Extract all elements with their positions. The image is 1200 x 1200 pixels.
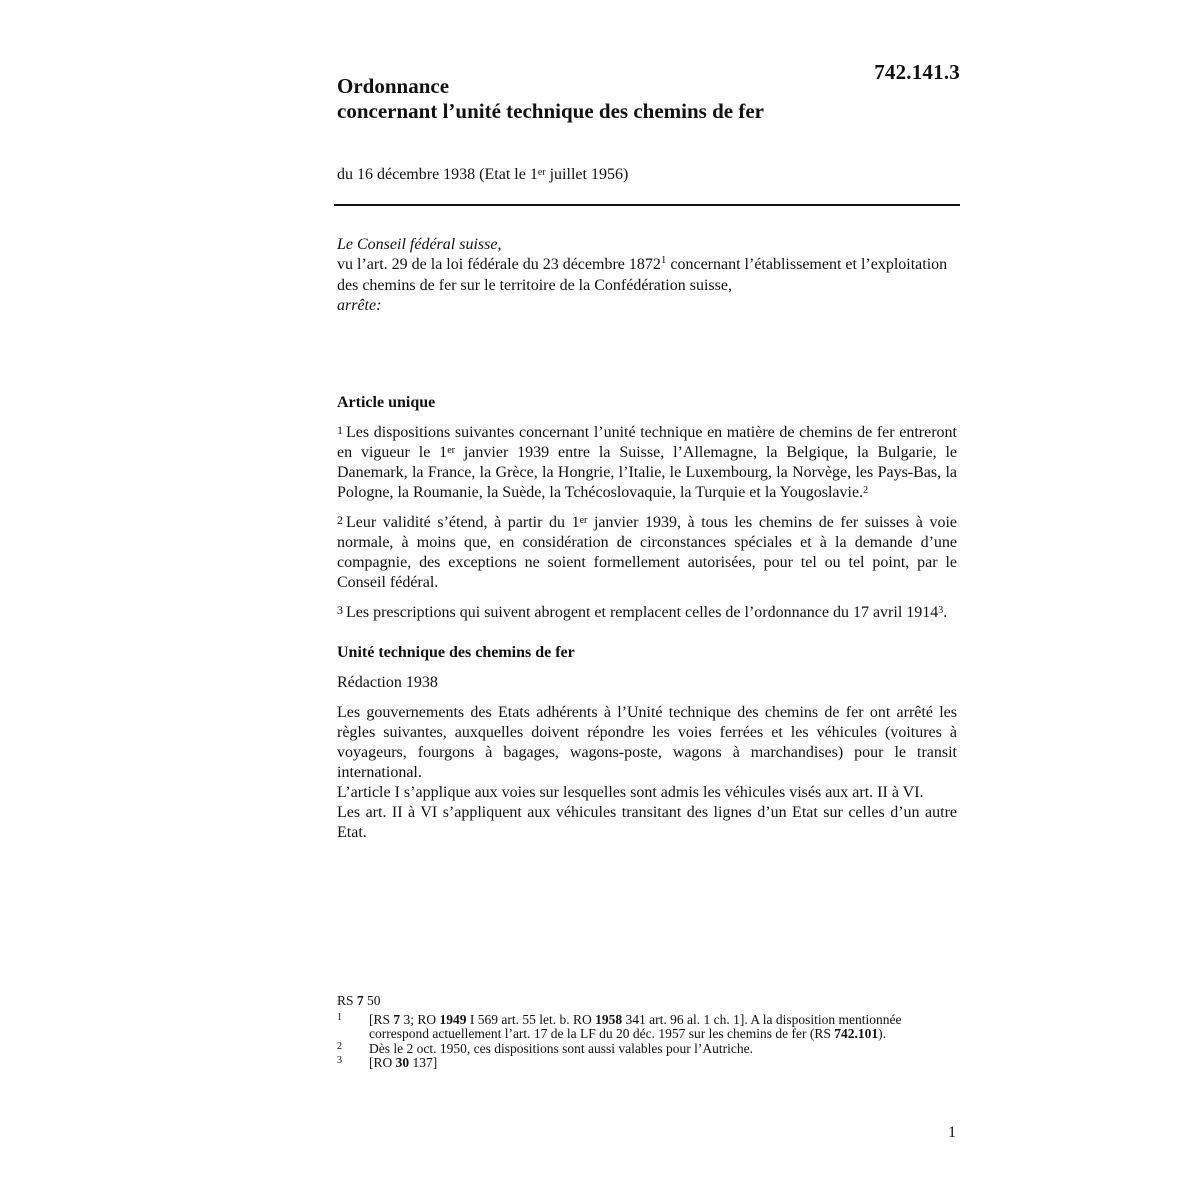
fn-bold: 1958 <box>595 1011 623 1027</box>
title-line-1: Ordonnance <box>337 74 450 98</box>
footnote-ref-3[interactable]: 3 <box>938 605 944 616</box>
superscript: er <box>579 515 588 526</box>
section-heading: Unité technique des chemins de fer <box>337 644 575 661</box>
preamble <box>337 235 960 316</box>
vu-text: vu l’art. 29 de la loi fédérale du 23 décembre 1872 <box>337 256 661 273</box>
footnote-2 <box>337 1042 957 1057</box>
paragraph-text-end: . <box>943 604 948 621</box>
rs-bold: 7 <box>356 993 364 1008</box>
footnote-number: 2 <box>337 1040 342 1052</box>
paragraph-number: 1 <box>337 423 343 437</box>
section-technical-unity <box>337 643 957 843</box>
article-paragraph-3 <box>337 603 957 623</box>
page-number: 1 <box>948 1124 956 1141</box>
section-paragraph-3: Les art. II à VI s’appliquent aux véhicules transitant des lignes d’un Etat sur celles d’un autre Etat. <box>337 804 957 841</box>
footnote-number: 1 <box>337 1011 342 1023</box>
section-paragraph-1: Les gouvernements des Etats adhérents à l’Unité technique des chemins de fer ont arrêté les règles suivantes, auxquelles doivent répondre les voies ferrées et les véhicules (voitures à voyageurs, fourgons à bagages, wagons-poste, wagons à marchandises) pour le transit international. <box>337 704 957 781</box>
fn-part: ). <box>878 1026 886 1041</box>
superscript: er <box>447 445 455 456</box>
footnote-ref-1[interactable]: 1 <box>660 254 667 266</box>
rs-text: RS <box>337 993 357 1008</box>
fn-part: I 569 art. 55 let. b. RO <box>466 1011 596 1027</box>
preamble-authority: Le Conseil fédéral suisse, <box>337 236 502 253</box>
date-text: du 16 décembre 1938 (Etat le 1 <box>337 166 538 183</box>
fn-bold: 7 <box>393 1011 401 1027</box>
section-redaction: Rédaction 1938 <box>337 674 438 691</box>
article-paragraph-1 <box>337 423 957 503</box>
paragraph-text: Les dispositions suivantes concernant l’unité technique en matière de chemins de fer entreront en vigueur le 1 <box>337 424 957 461</box>
footnote-3 <box>337 1056 957 1071</box>
footnote-number: 3 <box>337 1055 342 1066</box>
fn-bold: 742.101 <box>834 1026 879 1041</box>
fn-part: [RS <box>369 1011 394 1027</box>
paragraph-number: 3 <box>337 603 343 617</box>
date-superscript: er <box>537 167 546 178</box>
document-date <box>337 164 628 186</box>
document-page <box>337 0 960 1200</box>
fn-part: 3; RO <box>400 1011 440 1027</box>
footnote-text <box>369 1013 957 1042</box>
fn-bold: 1949 <box>439 1011 467 1027</box>
preamble-vu <box>337 255 960 296</box>
title-line-2: concernant l’unité technique des chemins de fer <box>337 99 764 123</box>
footnote-text <box>369 1056 957 1071</box>
date-text-end: juillet 1956) <box>545 166 629 183</box>
article-heading: Article unique <box>337 394 436 411</box>
rs-text-end: 50 <box>363 993 381 1008</box>
paragraph-text-end: janvier 1939, à tous les chemins de fer suisses à voie normale, à moins que, en considération de circonstances spéciales et à la demande d’une compagnie, des exceptions ne soient formellement autorisées, pour tel ou tel point, par le Conseil fédéral. <box>337 514 957 591</box>
fn-bold: 30 <box>395 1055 410 1070</box>
fn-part: 341 art. 96 al. 1 ch. 1]. A la disposition mentionnée correspond actuellement l’art. 17 de la LF du 20 déc. 1957 sur les chemins de fer (RS <box>369 1011 902 1041</box>
main-content <box>337 393 957 843</box>
section-paragraph-2: L’article I s’applique aux voies sur lesquelles sont admis les véhicules visés aux art. II à VI. <box>337 784 924 801</box>
paragraph-text: Les prescriptions qui suivent abrogent et remplacent celles de l’ordonnance du 17 avril 1914 <box>346 604 939 621</box>
footnote-text: Dès le 2 oct. 1950, ces dispositions sont aussi valables pour l’Autriche. <box>369 1040 753 1056</box>
footnote-ref-2[interactable]: 2 <box>863 485 869 496</box>
document-title <box>337 74 764 124</box>
article-paragraph-2 <box>337 513 957 593</box>
preamble-arrete: arrête: <box>337 297 382 314</box>
paragraph-number: 2 <box>337 513 343 527</box>
paragraph-text-end: janvier 1939 entre la Suisse, l’Allemagne, la Belgique, la Bulgarie, le Danemark, la France, la Grèce, la Hongrie, l’Italie, le Luxembourg, la Norvège, les Pays-Bas, la Pologne, la Roumanie, la Suède, la Tchécoslovaquie, la Turquie et la Yougoslavie. <box>337 444 958 501</box>
paragraph-text: Leur validité s’étend, à partir du 1 <box>346 514 580 531</box>
header-divider <box>334 204 960 206</box>
footnote-1 <box>337 1013 957 1042</box>
sr-number: 742.141.3 <box>874 60 960 84</box>
fn-part: [RO <box>369 1055 396 1070</box>
footnotes <box>337 994 957 1071</box>
fn-part: 137] <box>409 1055 438 1070</box>
vu-text-end: concernant l’établissement et l’exploitation des chemins de fer sur le territoire de la Confédération suisse, <box>337 256 948 294</box>
rs-reference <box>337 994 957 1009</box>
